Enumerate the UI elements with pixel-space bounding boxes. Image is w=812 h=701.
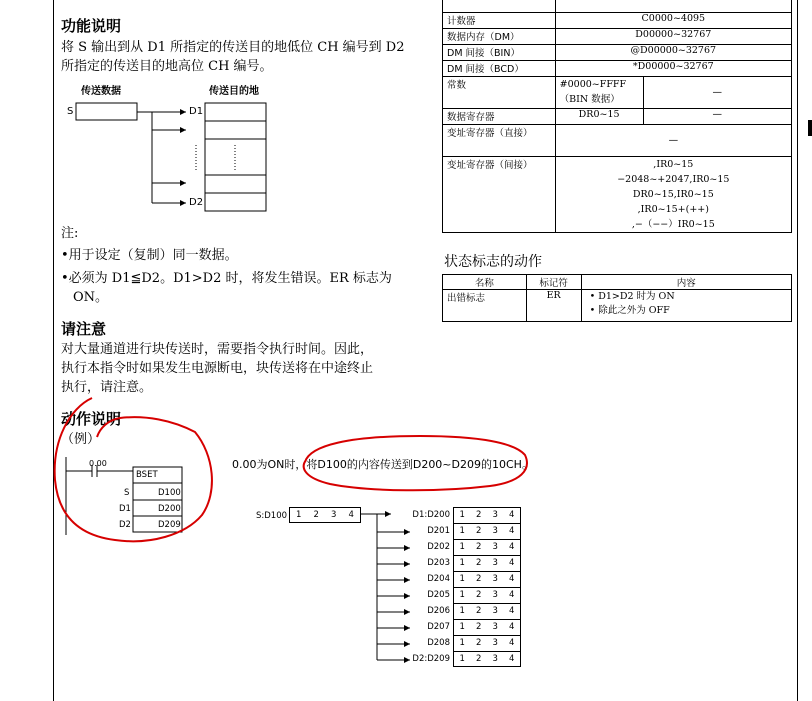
transfer-destinations xyxy=(395,507,521,667)
page-right-border xyxy=(797,0,798,701)
operand-d2-value: D209 xyxy=(158,520,181,530)
row-value: D00000~32767 xyxy=(555,29,791,45)
transfer-source-label: S:D100 xyxy=(256,511,288,521)
function-heading: 功能说明 xyxy=(61,17,122,35)
contact-address: 0.00 xyxy=(89,459,107,468)
dest-row xyxy=(395,555,521,571)
dest-value-box: 1 2 3 4 xyxy=(453,651,521,667)
s-label: S xyxy=(67,106,74,117)
dest-value-box: 1 2 3 4 xyxy=(453,507,521,523)
operand-s-value: D100 xyxy=(158,488,181,498)
row-value: ,IR0~15 −2048~+2047,IR0~15 DR0~15,IR0~15 ,IR0~15+(++) ,−（−−）IR0~15 xyxy=(555,157,791,233)
caution-line-1: 对大量通道进行块传送时，需要指令执行时间。因此， xyxy=(61,342,374,357)
row-value: @D00000~32767 xyxy=(555,45,791,61)
caution-heading: 请注意 xyxy=(61,320,107,338)
row-label: 变址寄存器（直接） xyxy=(443,125,556,157)
edge-mark xyxy=(808,120,812,136)
row-dash: — xyxy=(555,125,791,157)
d2-label: D2 xyxy=(189,197,204,208)
function-line-1: 将 S 输出到从 D1 所指定的传送目的地低位 CH 编号到 D2 xyxy=(61,40,405,55)
function-line-2: 所指定的传送目的地高位 CH 编号。 xyxy=(61,59,273,74)
row-value: C0000~4095 xyxy=(555,13,791,29)
row-dash: — xyxy=(643,109,791,125)
dest-row xyxy=(395,539,521,555)
row-label xyxy=(443,0,556,13)
note-bullet-2a: •必须为 D1≦D2。D1>D2 时，将发生错误。ER 标志为 xyxy=(61,271,392,286)
note-bullet-1: •用于设定（复制）同一数据。 xyxy=(61,248,238,263)
dest-row xyxy=(395,571,521,587)
action-description: 0.00为ON时，将D100的内容传送到D200~D209的10CH。 xyxy=(232,458,533,471)
flag-name: 出错标志 xyxy=(443,290,527,322)
dest-row xyxy=(395,603,521,619)
transfer-source-box xyxy=(289,507,361,523)
dest-label: D204 xyxy=(427,574,450,584)
source-digit: 3 xyxy=(331,510,337,520)
note-bullet-2b: ON。 xyxy=(73,290,109,305)
flags-heading: 状态标志的动作 xyxy=(444,254,542,270)
page-left-border xyxy=(53,0,54,701)
flags-col-content: 内容 xyxy=(581,275,791,290)
dest-value-box: 1 2 3 4 xyxy=(453,555,521,571)
dest-row xyxy=(395,523,521,539)
operand-d1-value: D200 xyxy=(158,504,181,514)
flags-col-symbol: 标记符 xyxy=(526,275,581,290)
dest-label: D207 xyxy=(427,622,450,632)
dest-label: D208 xyxy=(427,638,450,648)
operand-d1-label: D1 xyxy=(119,504,131,514)
row-label: 计数器 xyxy=(443,13,556,29)
row-value: #0000~FFFF （BIN 数据） xyxy=(555,77,643,109)
dest-row xyxy=(395,651,521,667)
caution-line-3: 执行，请注意。 xyxy=(61,380,153,395)
dest-label: D1:D200 xyxy=(412,510,450,520)
dest-value-box: 1 2 3 4 xyxy=(453,539,521,555)
dest-label: D2:D209 xyxy=(412,654,450,664)
operand-s-label: S xyxy=(124,488,130,498)
dest-value-box: 1 2 3 4 xyxy=(453,587,521,603)
source-digit: 2 xyxy=(313,510,319,520)
dest-label: D203 xyxy=(427,558,450,568)
example-label: （例） xyxy=(61,432,101,447)
dest-label: D205 xyxy=(427,590,450,600)
dest-row xyxy=(395,507,521,523)
source-digit: 4 xyxy=(348,510,354,520)
row-value: *D00000~32767 xyxy=(555,61,791,77)
dest-row xyxy=(395,587,521,603)
dest-value-box: 1 2 3 4 xyxy=(453,619,521,635)
row-value: DR0~15 xyxy=(555,109,643,125)
flag-symbol: ER xyxy=(526,290,581,322)
operand-d2-label: D2 xyxy=(119,520,131,530)
row-label: DM 间接（BIN） xyxy=(443,45,556,61)
destination-label: 传送目的地 xyxy=(209,86,259,97)
operand-table xyxy=(442,0,792,233)
dest-value-box: 1 2 3 4 xyxy=(453,571,521,587)
row-label: 变址寄存器（间接） xyxy=(443,157,556,233)
source-digit: 1 xyxy=(296,510,302,520)
flag-content: • D1>D2 时为 ON • 除此之外为 OFF xyxy=(581,290,791,322)
flags-table xyxy=(442,274,792,322)
instruction-name: BSET xyxy=(136,470,158,480)
dest-row xyxy=(395,619,521,635)
action-heading: 动作说明 xyxy=(61,410,122,428)
dest-value-box: 1 2 3 4 xyxy=(453,635,521,651)
row-label: 常数 xyxy=(443,77,556,109)
row-label: DM 间接（BCD） xyxy=(443,61,556,77)
d1-label: D1 xyxy=(189,106,204,117)
row-label: 数据内存（DM） xyxy=(443,29,556,45)
notes-heading: 注: xyxy=(61,226,79,241)
dest-value-box: 1 2 3 4 xyxy=(453,523,521,539)
dest-label: D206 xyxy=(427,606,450,616)
row-label: 数据寄存器 xyxy=(443,109,556,125)
function-diagram xyxy=(60,95,280,220)
dest-value-box: 1 2 3 4 xyxy=(453,603,521,619)
dest-label: D201 xyxy=(427,526,450,536)
source-data-label: 传送数据 xyxy=(81,86,121,97)
flags-col-name: 名称 xyxy=(443,275,527,290)
row-dash: — xyxy=(643,77,791,109)
dest-label: D202 xyxy=(427,542,450,552)
caution-line-2: 执行本指令时如果发生电源断电，块传送将在中途终止 xyxy=(61,361,374,376)
dest-row xyxy=(395,635,521,651)
